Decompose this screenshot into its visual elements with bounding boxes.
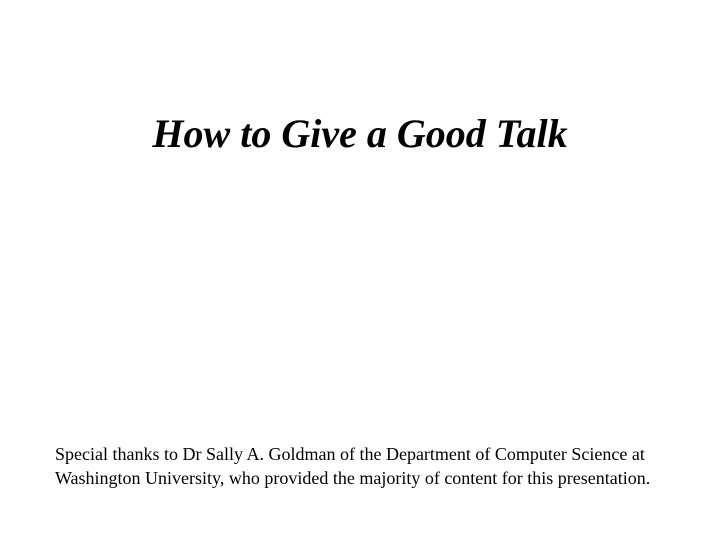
slide-title: How to Give a Good Talk <box>152 111 568 156</box>
acknowledgement-text: Special thanks to Dr Sally A. Goldman of the Department of Computer Science at Washington University, who provided the majority of content for this presentation. <box>55 444 651 488</box>
